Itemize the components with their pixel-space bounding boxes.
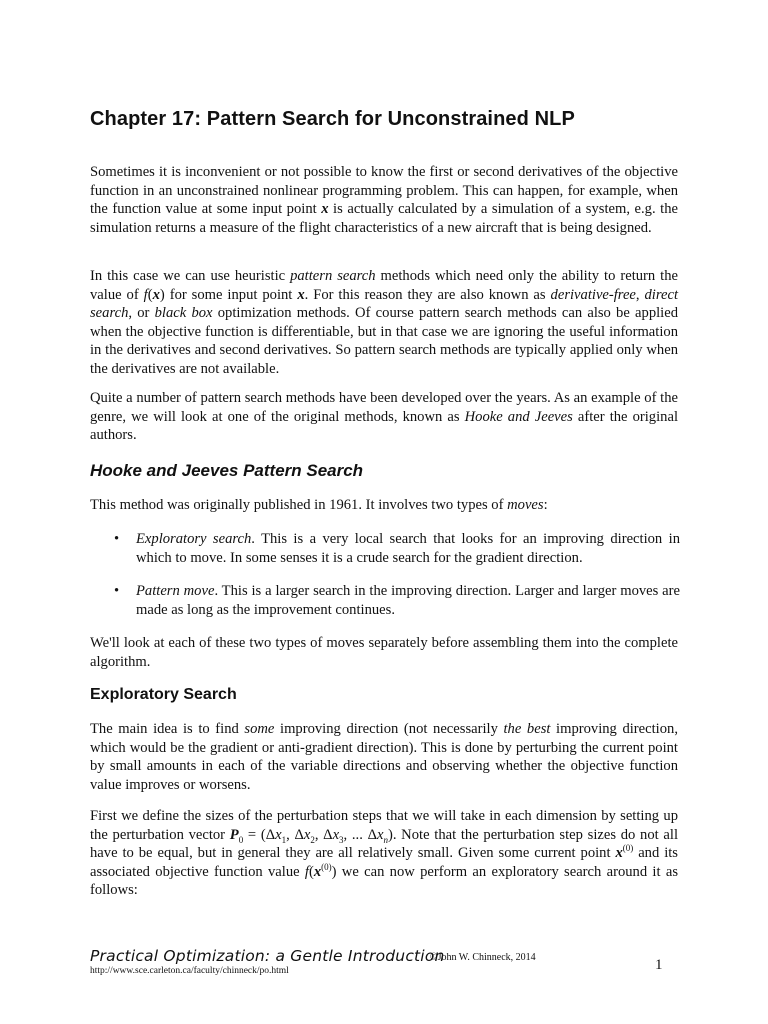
bullet-icon: • <box>114 531 120 547</box>
bullet-icon: • <box>114 583 120 599</box>
paragraph-methods: Quite a number of pattern search methods have been developed over the years. As an example of the genre, we will look at one of the original methods, known as Hooke and Jeeves after the original authors. <box>90 390 678 443</box>
bullet-item-exploratory: • Exploratory search. This is a very local search that looks for an improving direction in which to move. In some senses it is a crude search for the gradient direction. <box>114 531 680 566</box>
subsection-title: Exploratory Search <box>90 686 237 703</box>
paragraph-moves: This method was originally published in 1961. It involves two types of moves: <box>90 497 548 513</box>
bullet-item-pattern: • Pattern move. This is a larger search in the improving direction. Larger and larger moves are made as long as the improvement continues. <box>114 583 680 618</box>
paragraph-main-idea: The main idea is to find some improving direction (not necessarily the best improving direction, which would be the gradient or anti-gradient direction). This is done by perturbing the current point by small amounts in each of the variable directions and observing whether the objective function value improves or worsens. <box>90 721 678 793</box>
footer-url: http://www.sce.carleton.ca/faculty/chinneck/po.html <box>90 966 289 976</box>
paragraph-heuristic: In this case we can use heuristic pattern search methods which need only the ability to return the value of f(x) for some input point x. For this reason they are also known as derivative-free, direct search, or black box optimization methods. Of course pattern search methods can also be applied when the objective function is differentiable, but in that case we are ignoring the useful information in the derivatives and second derivatives. So pattern search methods are typically applied only when the derivatives are not available. <box>90 268 679 377</box>
section-title: Hooke and Jeeves Pattern Search <box>90 461 364 480</box>
paragraph-perturbation: First we define the sizes of the perturbation steps that we will take in each dimension by setting up the perturbation vector $P_0 = (\Delta x_1$, $\Delta x_2$, $\Delta x_3$, ... $\Delta x_n$). Note that the perturbation step sizes do not all have to be equal, but in general they are all relatively small. Given some current point $x^{(0)}$ and its associated objective function value $f(x^{(0)})$ we can now perform an exploratory search around it as follows: <box>90 808 678 898</box>
page-number: 1 <box>655 957 663 973</box>
footer-copyright: ©John W. Chinneck, 2014 <box>430 952 536 963</box>
paragraph-intro: Sometimes it is inconvenient or not possible to know the first or second derivatives of the objective function in an unconstrained nonlinear programming problem. This can happen, for example, when the function value at some input point x is actually calculated by a simulation of a system, e.g. the simulation returns a measure of the flight characteristics of a new aircraft that is being designed. <box>90 164 678 236</box>
footer-book-title: Practical Optimization: a Gentle Introduction <box>90 947 445 965</box>
chapter-title: Chapter 17: Pattern Search for Unconstrained NLP <box>90 108 575 130</box>
paragraph-overview: We'll look at each of these two types of moves separately before assembling them into the complete algorithm. <box>90 635 678 670</box>
